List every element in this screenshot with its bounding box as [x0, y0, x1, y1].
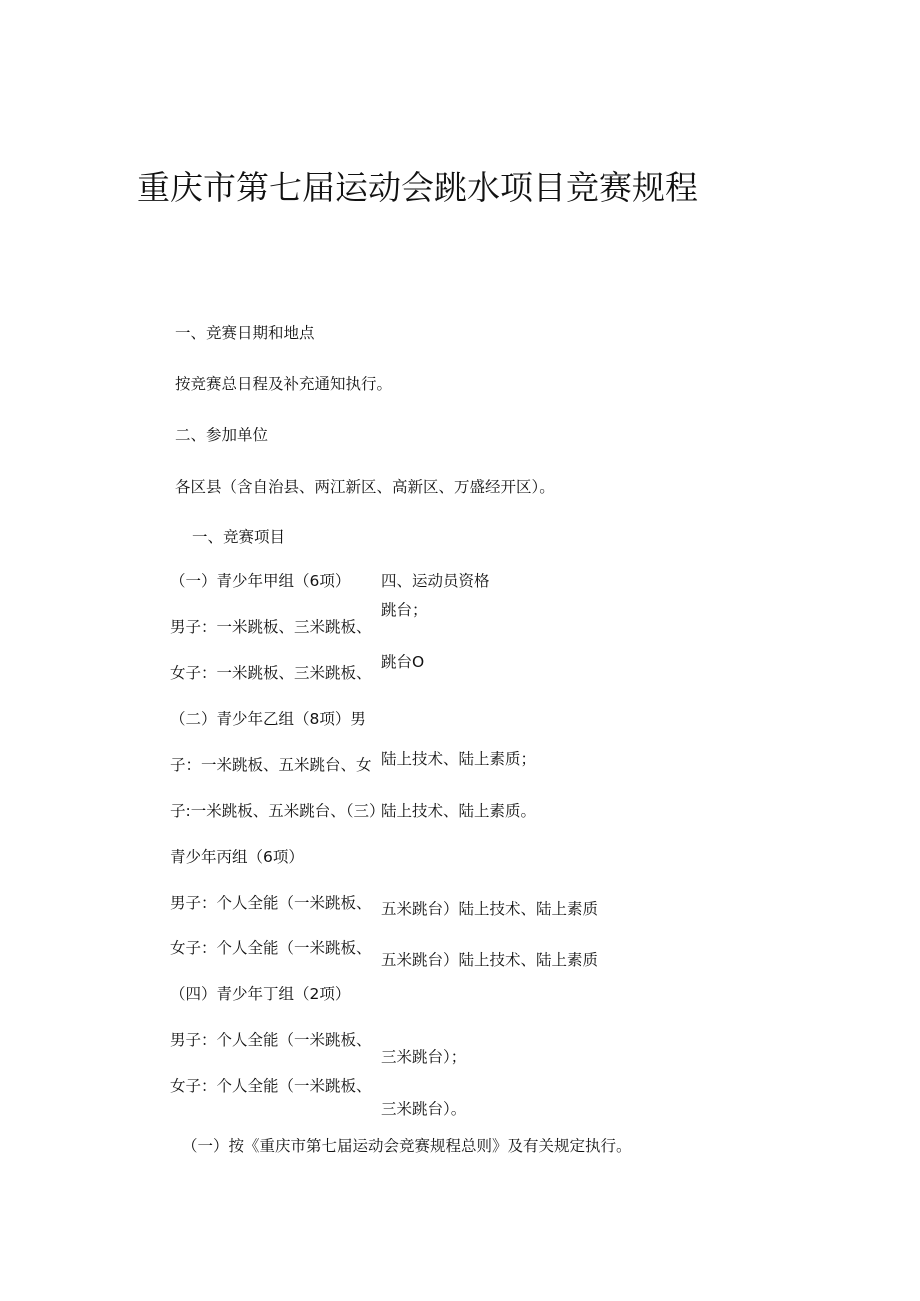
- section-1-body: 按竞赛总日程及补充通知执行。: [175, 375, 393, 393]
- group-2-line-2: 子：一米跳板、五米跳台、女: [170, 756, 372, 774]
- group-2-line-3: 子:一米跳板、五米跳台、（三）: [170, 802, 385, 820]
- group-1-female-continuation: 跳台O: [381, 653, 425, 671]
- section-4-heading: 四、运动员资格: [381, 572, 490, 590]
- group-1-female: 女子：一米跳板、三米跳板、: [170, 664, 372, 682]
- section-3-heading: 一、竞赛项目: [192, 528, 286, 546]
- group-3-male: 男子：个人全能（一米跳板、: [170, 894, 372, 912]
- group-4-heading: （四）青少年丁组（2项）: [170, 985, 351, 1003]
- document-title: 重庆市第七届运动会跳水项目竞赛规程: [137, 168, 698, 207]
- group-2-heading: （二）青少年乙组（8项）男: [170, 710, 366, 728]
- group-3-female-continuation: 五米跳台）陆上技术、陆上素质: [381, 951, 599, 969]
- section-1-heading: 一、竞赛日期和地点: [175, 324, 315, 342]
- group-4-female: 女子：个人全能（一米跳板、: [170, 1077, 372, 1095]
- group-2-line-3-continuation: 陆上技术、陆上素质。: [381, 802, 537, 820]
- group-1-male-continuation: 跳台；: [381, 601, 428, 619]
- rules-reference-line: （一）按《重庆市第七届运动会竞赛规程总则》及有关规定执行。: [182, 1137, 632, 1155]
- group-3-male-continuation: 五米跳台）陆上技术、陆上素质: [381, 900, 599, 918]
- group-4-male: 男子：个人全能（一米跳板、: [170, 1031, 372, 1049]
- group-2-line-2-continuation: 陆上技术、陆上素质；: [381, 750, 537, 768]
- group-1-heading: （一）青少年甲组（6项）: [170, 572, 351, 590]
- group-3-female: 女子：个人全能（一米跳板、: [170, 939, 372, 957]
- group-4-male-continuation: 三米跳台）；: [381, 1048, 467, 1066]
- section-2-heading: 二、参加单位: [175, 426, 269, 444]
- section-2-body: 各区县（含自治县、两江新区、高新区、万盛经开区）。: [175, 478, 555, 496]
- group-1-male: 男子：一米跳板、三米跳板、: [170, 618, 372, 636]
- group-3-heading: 青少年丙组（6项）: [170, 848, 304, 866]
- group-4-female-continuation: 三米跳台）。: [381, 1100, 467, 1118]
